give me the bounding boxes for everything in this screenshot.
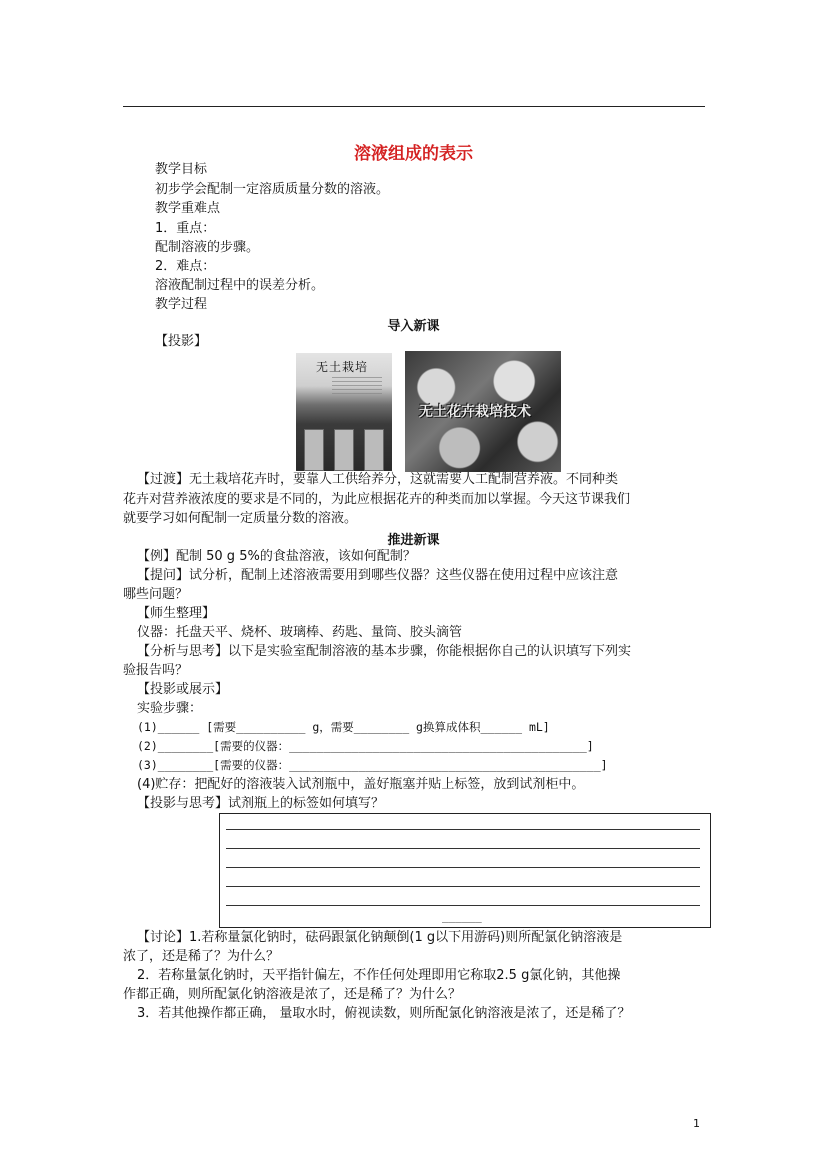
analysis-line-2: 验报告吗？ — [123, 663, 189, 678]
show-tag: 【投影或展示】 — [137, 682, 229, 697]
step-4: (4)贮存：把配好的溶液装入试剂瓶中，盖好瓶塞并贴上标签，放到试剂柜中。 — [137, 777, 585, 792]
photo2-caption: 无土花卉栽培技术 — [419, 404, 531, 420]
discussion-3-line-1: 3．若其他操作都正确， 量取水时，俯视读数，则所配氯化钠溶液是浓了，还是稀了？ — [137, 1006, 631, 1021]
flower-hydroponics-photo — [405, 351, 561, 472]
objectives-heading: 教学目标 — [155, 162, 208, 177]
page-number: 1 — [693, 1117, 700, 1130]
question-line-1: 【提问】试分析，配制上述溶液需要用到哪些仪器？这些仪器在使用过程中应该注意 — [137, 568, 619, 583]
transition-line-2: 花卉对营养液浓度的要求是不同的，为此应根据花卉的种类而加以掌握。今天这节课我们 — [123, 492, 631, 507]
difficult-text: 溶液配制过程中的误差分析。 — [155, 278, 325, 293]
photo1-text-lines — [332, 377, 382, 395]
page-title: 溶液组成的表示 — [354, 144, 473, 164]
instruments-line: 仪器：托盘天平、烧杯、玻璃棒、药匙、量筒、胶头滴管 — [137, 625, 463, 640]
header-rule — [123, 106, 705, 107]
analysis-line-1: 【分析与思考】以下是实验室配制溶液的基本步骤，你能根据你自己的认识填写下列实 — [137, 644, 632, 659]
key-label: 1．重点： — [155, 221, 216, 236]
answer-line — [226, 848, 700, 849]
objectives-text: 初步学会配制一定溶质质量分数的溶液。 — [155, 182, 390, 197]
discussion-1-line-2: 浓了，还是稀了？为什么？ — [123, 949, 280, 964]
box-short-blank: ______ — [442, 910, 482, 923]
step-1: (1)______ [需要__________ g，需要________ g换算成体积______ mL] — [137, 720, 550, 734]
question-line-2: 哪些问题？ — [123, 587, 189, 602]
key-text: 配制溶液的步骤。 — [155, 240, 260, 255]
discussion-2-line-1: 2．若称量氯化钠时，天平指针偏左，不作任何处理即用它称取2.5 g氯化钠，其他操 — [137, 968, 621, 983]
answer-line — [226, 867, 700, 868]
hydroponics-book-photo — [296, 353, 392, 471]
discussion-2-line-2: 作都正确，则所配氯化钠溶液是浓了，还是稀了？为什么？ — [123, 987, 462, 1002]
keypoints-heading: 教学重难点 — [155, 201, 221, 216]
section-heading-new: 推进新课 — [387, 533, 440, 548]
process-heading: 教学过程 — [155, 297, 208, 312]
transition-line-3: 就要学习如何配制一定质量分数的溶液。 — [123, 511, 358, 526]
difficult-label: 2．难点： — [155, 259, 216, 274]
steps-heading: 实验步骤： — [137, 701, 203, 716]
photo1-pot — [334, 429, 354, 471]
step-3: (3)________[需要的仪器：_____________________________________________] — [137, 758, 608, 772]
discussion-1-line-1: 【讨论】1.若称量氯化钠时，砝码跟氯化钠颠倒(1 g以下用游码)则所配氯化钠溶液是 — [137, 930, 623, 945]
projection-tag: 【投影】 — [155, 334, 208, 349]
summary-tag: 【师生整理】 — [137, 606, 216, 621]
step-2: (2)________[需要的仪器：___________________________________________] — [137, 739, 594, 753]
label-question: 【投影与思考】试剂瓶上的标签如何填写？ — [137, 796, 385, 811]
transition-line-1: 【过渡】无土栽培花卉时，要靠人工供给养分，这就需要人工配制营养液。不同种类 — [137, 472, 619, 487]
answer-line — [226, 905, 700, 906]
example-line: 【例】配制 50 g 5%的食盐溶液，该如何配制？ — [137, 549, 416, 564]
photo1-caption: 无土栽培 — [316, 360, 369, 374]
section-heading-intro: 导入新课 — [387, 319, 440, 334]
photo1-pot — [364, 429, 384, 471]
photo1-pot — [304, 429, 324, 471]
answer-line — [226, 886, 700, 887]
answer-line — [226, 829, 700, 830]
